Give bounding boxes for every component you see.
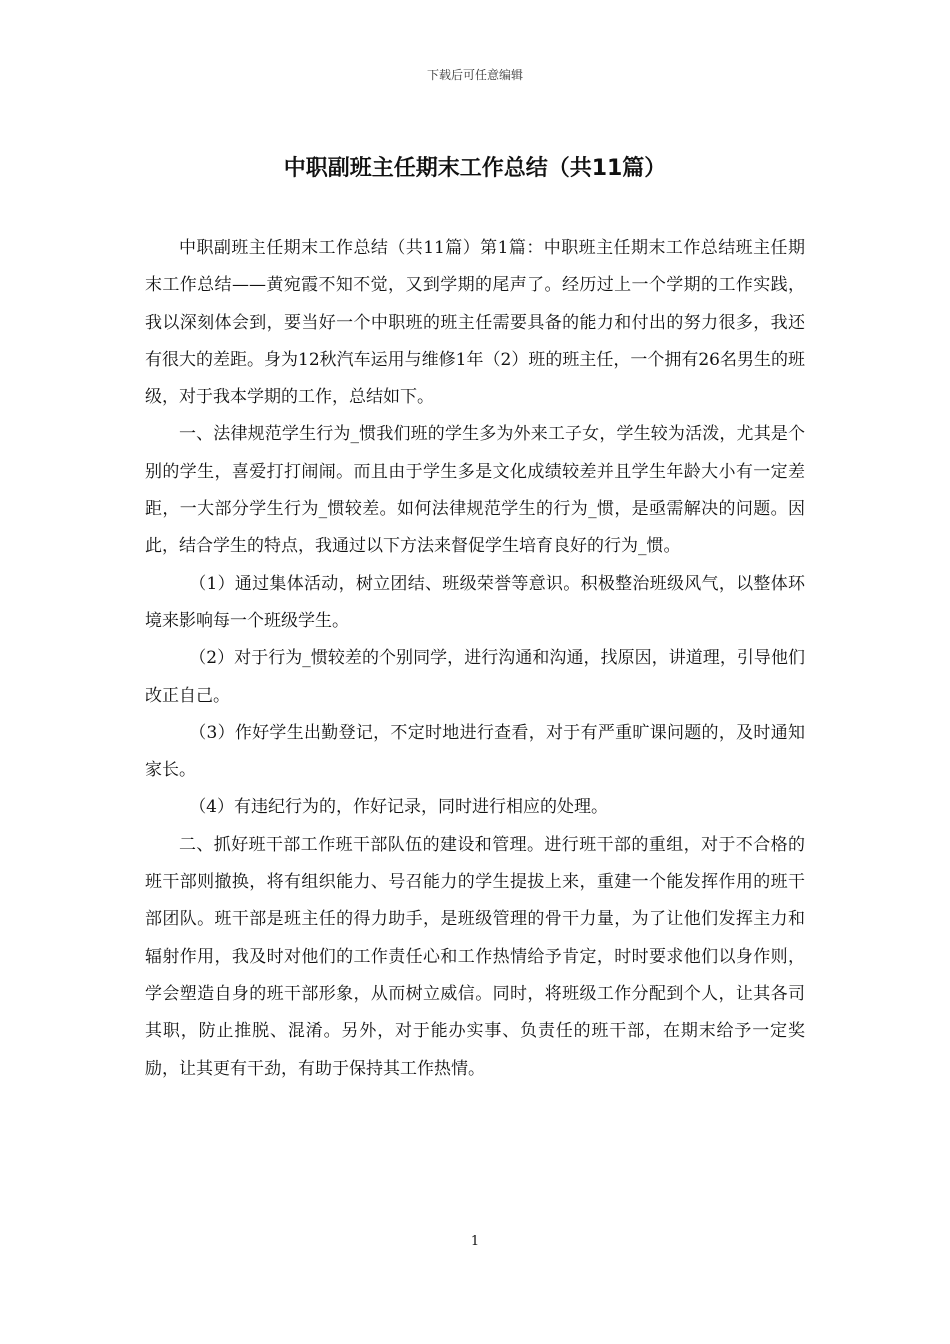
body-paragraph-item-4: （4）有违纪行为的，作好记录，同时进行相应的处理。 (189, 797, 609, 818)
document-title: 中职副班主任期末工作总结（共11篇） (283, 156, 667, 181)
document-body (145, 230, 805, 1088)
body-paragraph-section-2: 二、抓好班干部工作班干部队伍的建设和管理。进行班干部的重组，对于不合格的班干部则撤换，将有组织能力、号召能力的学生提拔上来，重建一个能发挥作用的班干部团队。班干部是班主任的得力助手，是班级管理的骨干力量，为了让他们发挥主力和辐射作用，我及时对他们的工作责任心和工作热情给予肯定，时时要求他们以身作则，学会塑造自身的班干部形象，从而树立威信。同时，将班级工作分配到个人，让其各司其职，防止推脱、混淆。另外，对于能办实事、负责任的班干部，在期末给予一定奖励，让其更有干劲，有助于保持其工作热情。 (145, 834, 805, 1079)
body-paragraph-section-1: 一、法律规范学生行为_惯我们班的学生多为外来工子女，学生较为活泼，尤其是个别的学生，喜爱打打闹闹。而且由于学生多是文化成绩较差并且学生年龄大小有一定差距，一大部分学生行为_惯较差。如何法律规范学生的行为_惯，是亟需解决的问题。因此，结合学生的特点，我通过以下方法来督促学生培育良好的行为_惯。 (145, 424, 805, 557)
page-number: 1 (470, 1234, 480, 1249)
body-paragraph-item-1: （1）通过集体活动，树立团结、班级荣誉等意识。积极整治班级风气，以整体环境来影响每一个班级学生。 (145, 573, 805, 631)
body-paragraph-item-3: （3）作好学生出勤登记，不定时地进行查看，对于有严重旷课问题的，及时通知家长。 (145, 722, 805, 781)
body-paragraph-intro: 中职副班主任期末工作总结（共11篇）第1篇：中职班主任期末工作总结班主任期末工作总结——黄宛霞不知不觉，又到学期的尾声了。经历过上一个学期的工作实践，我以深刻体会到，要当好一个中职班的班主任需要具备的能力和付出的努力很多，我还有很大的差距。身为12秋汽车运用与维修1年（2）班的班主任，一个拥有26名男生的班级，对于我本学期的工作，总结如下。 (145, 238, 805, 408)
page-header: 下载后可任意编辑 (426, 68, 523, 82)
body-paragraph-item-2: （2）对于行为_惯较差的个别同学，进行沟通和沟通，找原因，讲道理，引导他们改正自己。 (145, 648, 805, 706)
